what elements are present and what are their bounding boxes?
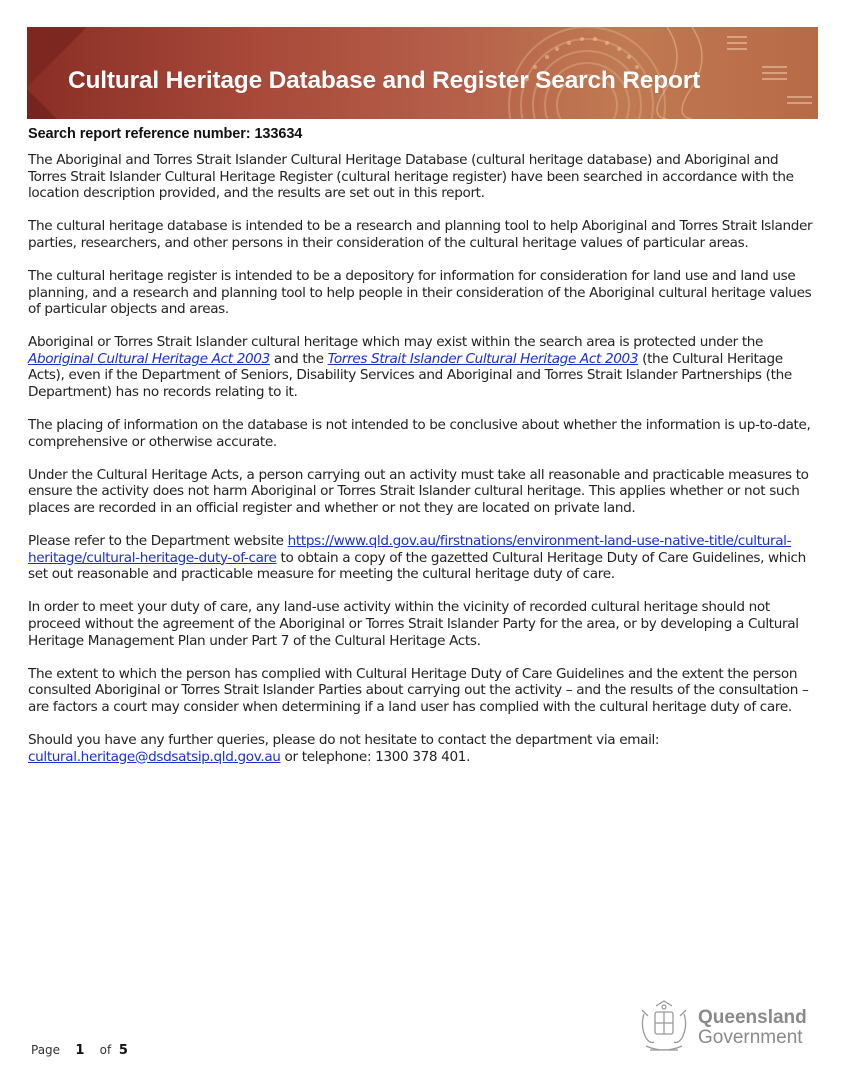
protection-paragraph [28, 334, 818, 400]
reference-number-line [28, 125, 818, 143]
guidelines-paragraph [28, 533, 818, 583]
reference-number: 133634 [254, 126, 303, 142]
department-website-link[interactable]: https://www.qld.gov.au/firstnations/environment-land-use-native-title/cultural-heritage/cultural-heritage-duty-of-care [28, 533, 792, 566]
queensland-coat-of-arms-icon [636, 998, 692, 1056]
register-paragraph: The cultural heritage register is intended to be a depository for information for consideration for land use and land use planning, and a research and planning tool to help people in their consideration of the Aboriginal cultural heritage values of particular objects and areas. [28, 267, 812, 318]
contact-text-1: Should you have any further queries, please do not hesitate to contact the department via email: [28, 731, 660, 748]
accuracy-paragraph: The placing of information on the database is not intended to be conclusive about whether the information is up-to-date, comprehensive or otherwise accurate. [28, 417, 811, 450]
contact-paragraph [28, 732, 818, 765]
page-counter [31, 1043, 128, 1058]
guidelines-text-1: Please refer to the Department website [28, 533, 288, 550]
total-pages: 5 [118, 1043, 128, 1058]
queensland-wordmark [698, 1008, 807, 1048]
logo-line-1: Queensland [698, 1007, 807, 1028]
contact-text-2: or telephone: 1300 378 401. [280, 748, 471, 765]
report-title: Cultural Heritage Database and Register Search Report [68, 67, 701, 94]
queensland-government-logo [636, 998, 806, 1056]
current-page: 1 [75, 1043, 85, 1058]
of-label: of [99, 1043, 112, 1057]
duty-paragraph: Under the Cultural Heritage Acts, a person carrying out an activity must take all reasonable and practicable measures to ensure the activity does not harm Aboriginal or Torres Strait Islander cultural heritage. This applies whether or not such places are recorded in an official register and whether or not they are located on private land. [28, 466, 809, 516]
intro-paragraph: The Aboriginal and Torres Strait Islander Cultural Heritage Database (cultural heritage database) and Aboriginal and Torres Strait Islander Cultural Heritage Register (cultural heritage register) have been searched in accordance with the location description provided, and the results are set out in this report. [28, 152, 794, 202]
compliance-paragraph: The extent to which the person has complied with Cultural Heritage Duty of Care Guidelines and the extent the person consulted Aboriginal or Torres Strait Islander Parties about carrying out the activity – and the results of the consultation – are factors a court may consider when determining if a land user has complied with the cultural heritage duty of care. [28, 665, 809, 715]
report-body [28, 125, 818, 782]
torres-strait-act-link[interactable]: Torres Strait Islander Cultural Heritage Act 2003 [327, 350, 639, 367]
aboriginal-act-link[interactable]: Aboriginal Cultural Heritage Act 2003 [28, 350, 270, 367]
report-banner [27, 27, 818, 119]
database-paragraph: The cultural heritage database is intended to be a research and planning tool to help Aboriginal and Torres Strait Islander parties, researchers, and other persons in their consideration of the cultural heritage values of particular areas. [28, 218, 813, 251]
page-label: Page [31, 1043, 61, 1057]
protection-text-2: and the [269, 350, 328, 367]
agreement-paragraph: In order to meet your duty of care, any land-use activity within the vicinity of recorded cultural heritage should not proceed without the agreement of the Aboriginal or Torres Strait Islander Party for the area, or by developing a Cultural Heritage Management Plan under Part 7 of the Cultural Heritage Acts. [28, 599, 799, 649]
logo-line-2: Government [698, 1027, 803, 1048]
email-link[interactable]: cultural.heritage@dsdsatsip.qld.gov.au [28, 748, 281, 765]
reference-label: Search report reference number: [28, 126, 255, 142]
protection-text-1: Aboriginal or Torres Strait Islander cultural heritage which may exist within the search area is protected under the [28, 334, 764, 351]
protection-text-3: (the Cultural Heritage Acts), even if the Department of Seniors, Disability Services and Aboriginal and Torres Strait Islander Partnerships (the Department) has no records relating to it. [28, 350, 792, 401]
guidelines-text-2: to obtain a copy of the gazetted Cultural Heritage Duty of Care Guidelines, which set out reasonable and practicable measure for meeting the cultural heritage duty of care. [28, 549, 806, 583]
